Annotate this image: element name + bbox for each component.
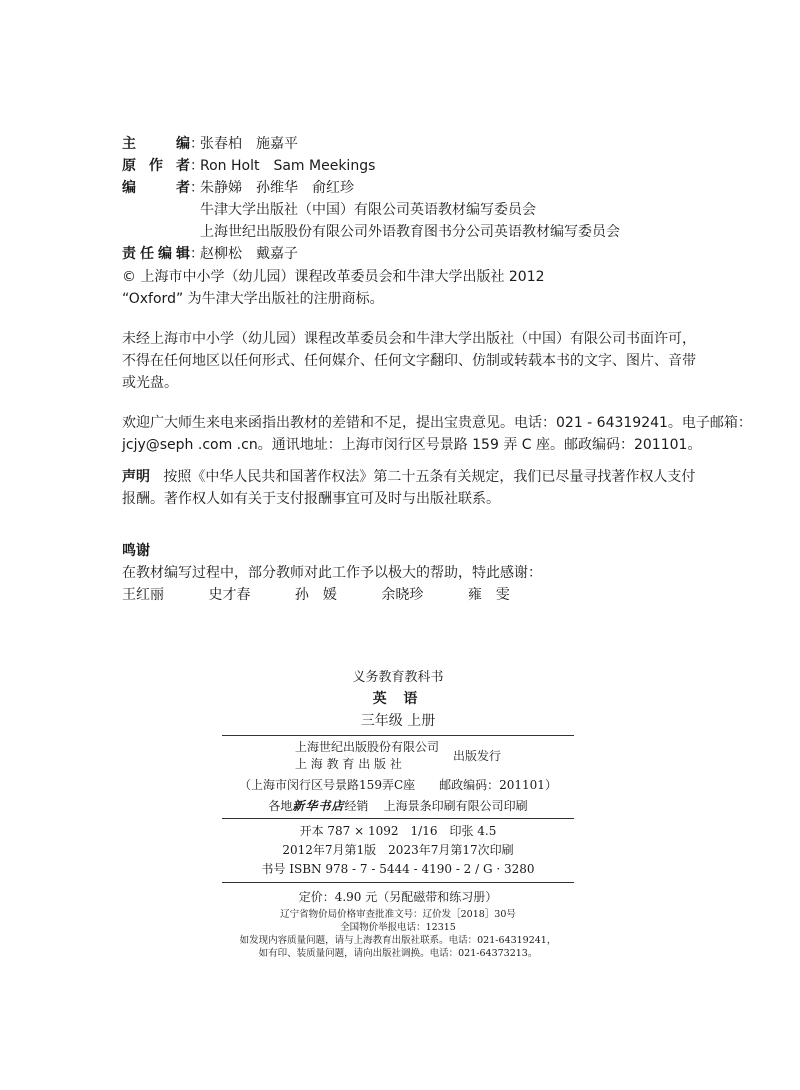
acknowledged-teachers [122, 584, 550, 606]
colophon [222, 668, 574, 960]
trademark-line: “Oxford” 为牛津大学出版社的注册商标。 [122, 291, 384, 307]
acknowledgement [122, 540, 542, 584]
editorial-credits [122, 133, 620, 265]
publish-label: 出版发行 [453, 748, 502, 763]
price-hotline: 全国物价举报电话：12315 [340, 922, 456, 933]
printer: 上海景条印刷有限公司印刷 [383, 799, 528, 813]
price: 定价：4.90 元（另配磁带和练习册） [298, 890, 498, 904]
credit-editors-line3: 上海世纪出版股份有限公司外语教育图书分公司英语教材编写委员会 [200, 224, 620, 240]
credit-label: 原 作 者 [122, 158, 190, 174]
isbn: 书号 ISBN 978 - 7 - 5444 - 4190 - 2 / G · 3280 [261, 862, 535, 876]
teacher-name: 雍 雯 [467, 587, 510, 603]
feedback-notice: 欢迎广大师生来电来函指出教材的差错和不足，提出宝贵意见。电话：021 - 64319241。电子邮箱： jcjy@seph .com .cn。通讯地址：上海市闵行区号景路 159 弄 C 座。邮政编码：201101。 [122, 415, 752, 453]
statement-label: 声明 [122, 469, 150, 485]
credit-responsible-editor: 责 任 编 辑 ： 赵柳松 戴嘉子 [122, 243, 620, 265]
publisher-name: 上海世纪出版股份有限公司 [294, 740, 439, 754]
distributor-logo-text: 新华书店 [292, 799, 345, 813]
format-spec: 开本 787 × 1092 1/16 印张 4.5 [299, 824, 497, 838]
credit-editors-line2: 牛津大学出版社（中国）有限公司英语教材编写委员会 [200, 202, 536, 218]
credit-label: 编 者 [122, 180, 190, 196]
credit-original-authors: 原 作 者 ： Ron Holt Sam Meekings [122, 155, 620, 177]
credit-label: 主 编 [122, 136, 190, 152]
publisher-address: （上海市闵行区号景路159弄C座 邮政编码：201101） [239, 778, 557, 792]
credit-chief-editor: 主 编 ： 张春柏 施嘉平 [122, 133, 620, 155]
credit-value: 赵柳松 戴嘉子 [200, 246, 298, 262]
quality-note: 如发现内容质量问题，请与上海教育出版社联系。电话：021-64319241， [239, 935, 557, 946]
divider [222, 735, 574, 736]
permission-notice: 未经上海市中小学（幼儿园）课程改革委员会和牛津大学出版社（中国）有限公司书面许可， 不得在任何地区以任何形式、任何媒介、任何文字翻印、仿制或转载本书的文字、图片、音带 或光盘。 [122, 331, 696, 391]
book-title: 英 语 [372, 691, 424, 707]
teacher-name: 史才春 [208, 587, 251, 603]
distribution-line: 各地新华书店经销 上海景条印刷有限公司印刷 [268, 799, 528, 813]
teacher-name: 孙 媛 [294, 587, 337, 603]
divider [222, 818, 574, 819]
print-quality-note: 如有印、装质量问题，请向出版社调换。电话：021-64373213。 [258, 948, 538, 959]
credit-label: 责 任 编 辑 [122, 246, 190, 262]
credit-editors: 编 者 ： 朱静娣 孙维华 俞红珍 [122, 177, 620, 199]
series-name: 义务教育教科书 [352, 670, 444, 685]
credit-value: 朱静娣 孙维华 俞红珍 [200, 180, 354, 196]
acknowledgement-text: 在教材编写过程中，部分教师对此工作予以极大的帮助，特此感谢： [122, 565, 542, 581]
credit-value: Ron Holt Sam Meekings [200, 158, 376, 174]
teacher-name: 余晓珍 [381, 587, 424, 603]
copyright-line: © 上海市中小学（幼儿园）课程改革委员会和牛津大学出版社 2012 [122, 269, 545, 285]
publisher-name: 上 海 教 育 出 版 社 [294, 757, 402, 771]
copyright-notice [122, 266, 545, 310]
acknowledgement-heading: 鸣谢 [122, 543, 150, 559]
publisher-block [222, 739, 574, 773]
statement-notice: 声明 按照《中华人民共和国著作权法》第二十五条有关规定，我们已尽量寻找著作权人支付 报酬。著作权人如有关于支付报酬事宜可及时与出版社联系。 [122, 469, 696, 507]
price-approval: 辽宁省物价局价格审查批准文号：辽价发［2018］30号 [280, 909, 516, 920]
teacher-name: 王红丽 [122, 587, 164, 603]
credit-value: 张春柏 施嘉平 [200, 136, 298, 152]
edition-info: 2012年7月第1版 2023年7月第17次印刷 [282, 843, 514, 857]
divider [222, 882, 574, 883]
grade-volume: 三年级 上册 [360, 713, 436, 729]
